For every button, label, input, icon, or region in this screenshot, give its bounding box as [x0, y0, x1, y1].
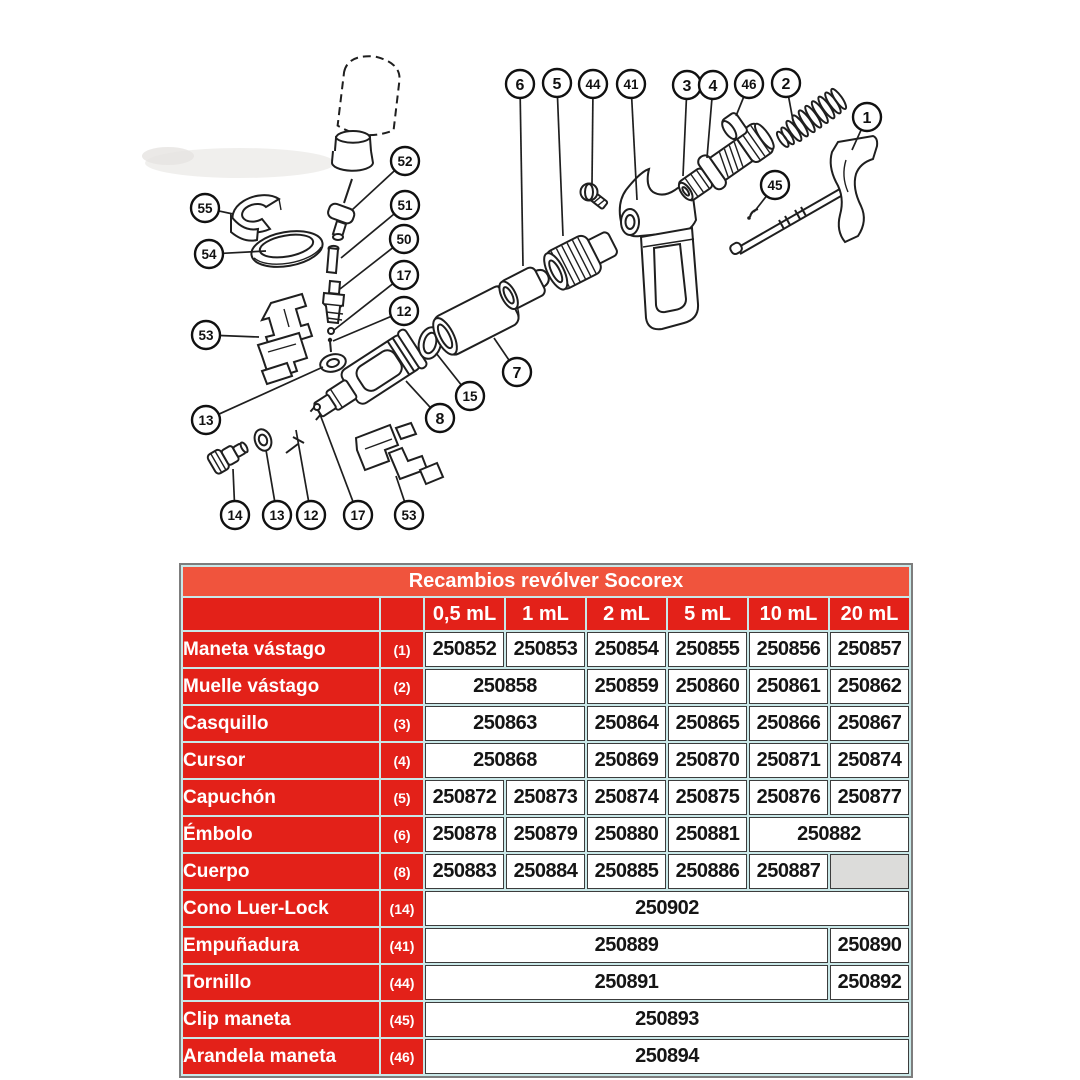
callout-number-3: 3 — [682, 77, 692, 95]
leader-line-53 — [220, 336, 259, 338]
bottle-neck — [332, 131, 373, 171]
part-row — [183, 780, 909, 815]
value-cell: 250902 — [425, 891, 909, 926]
washer-lower-13 — [252, 427, 275, 453]
bracket-upper-53 — [258, 294, 312, 384]
leader-line-50 — [340, 248, 393, 289]
callout-number-7: 7 — [512, 364, 522, 382]
callout-number-5: 5 — [552, 75, 562, 93]
part-ref: (2) — [381, 669, 423, 704]
value-cell: 250858 — [425, 669, 585, 704]
leader-line-4 — [707, 99, 712, 158]
value-cell: 250861 — [749, 669, 828, 704]
size-header-row — [183, 598, 909, 630]
value-cell: 250876 — [749, 780, 828, 815]
part-ref: (4) — [381, 743, 423, 778]
value-cell: 250886 — [668, 854, 747, 889]
value-cell: 250866 — [749, 706, 828, 741]
leader-line-14 — [233, 469, 234, 501]
value-cell: 250885 — [587, 854, 666, 889]
value-cell: 250891 — [425, 965, 828, 1000]
value-cell: 250874 — [830, 743, 909, 778]
leader-line-17 — [318, 409, 353, 502]
screw-44 — [581, 184, 608, 210]
parts-table — [179, 563, 913, 1078]
callout-number-44: 44 — [585, 76, 601, 92]
luer-cone-14 — [206, 436, 251, 475]
value-cell: 250873 — [506, 780, 585, 815]
callout-number-17: 17 — [396, 267, 412, 283]
part-name: Casquillo — [183, 706, 379, 741]
header-empty-ref — [381, 598, 423, 630]
part-row — [183, 1002, 909, 1037]
leader-line-5 — [558, 97, 564, 236]
header-size-5mL: 5 mL — [668, 598, 747, 630]
part-ref: (5) — [381, 780, 423, 815]
callout-number-14: 14 — [227, 507, 243, 523]
leader-line-52 — [352, 171, 395, 211]
value-cell: 250864 — [587, 706, 666, 741]
part-name: Tornillo — [183, 965, 379, 1000]
part-name: Maneta vástago — [183, 632, 379, 667]
part-ref: (46) — [381, 1039, 423, 1074]
part-ref: (3) — [381, 706, 423, 741]
table-title: Recambios revólver Socorex — [183, 567, 909, 596]
value-cell: 250868 — [425, 743, 585, 778]
value-cell: 250879 — [506, 817, 585, 852]
value-cell: 250854 — [587, 632, 666, 667]
value-cell: 250887 — [749, 854, 828, 889]
callout-number-52: 52 — [397, 153, 413, 169]
callout-number-8: 8 — [435, 410, 445, 428]
ball-upper — [328, 328, 334, 334]
callout-number-6: 6 — [515, 76, 525, 94]
callout-number-45: 45 — [767, 177, 783, 193]
callout-number-55: 55 — [197, 200, 213, 216]
header-size-2mL: 2 mL — [587, 598, 666, 630]
callout-number-12: 12 — [303, 507, 319, 523]
part-ref: (45) — [381, 1002, 423, 1037]
value-cell: 250871 — [749, 743, 828, 778]
part-name: Cuerpo — [183, 854, 379, 889]
leader-line-46 — [736, 97, 744, 116]
part-name: Arandela maneta — [183, 1039, 379, 1074]
part-row — [183, 669, 909, 704]
part-name: Empuñadura — [183, 928, 379, 963]
callout-number-41: 41 — [623, 76, 639, 92]
part-row — [183, 817, 909, 852]
bracket-lower-53 — [356, 423, 443, 484]
value-cell: 250882 — [749, 817, 909, 852]
part-name: Capuchón — [183, 780, 379, 815]
value-cell: 250889 — [425, 928, 828, 963]
bottle-outline — [335, 52, 405, 139]
value-cell: 250860 — [668, 669, 747, 704]
value-cell: 250852 — [425, 632, 504, 667]
value-cell: 250881 — [668, 817, 747, 852]
scan-smudge — [142, 147, 335, 178]
part-ref: (1) — [381, 632, 423, 667]
part-row — [183, 706, 909, 741]
value-cell: 250855 — [668, 632, 747, 667]
header-size-20mL: 20 mL — [830, 598, 909, 630]
callout-number-13: 13 — [198, 412, 214, 428]
header-empty-name — [183, 598, 379, 630]
pin-upper — [328, 338, 332, 352]
part-row — [183, 928, 909, 963]
clip-45 — [747, 209, 758, 220]
part-row — [183, 965, 909, 1000]
callout-number-53: 53 — [401, 507, 417, 523]
leader-line-15 — [436, 353, 461, 385]
part-row — [183, 1039, 909, 1074]
part-name: Cursor — [183, 743, 379, 778]
callout-number-1: 1 — [862, 109, 872, 127]
part-name: Cono Luer-Lock — [183, 891, 379, 926]
part-ref: (41) — [381, 928, 423, 963]
leader-line-17 — [334, 284, 393, 330]
value-cell: 250894 — [425, 1039, 909, 1074]
knurled-nut-5 — [539, 224, 622, 294]
leader-line-8 — [406, 381, 431, 408]
leader-line-13 — [266, 450, 275, 501]
value-cell: 250893 — [425, 1002, 909, 1037]
valve-tube — [327, 246, 339, 273]
part-name: Muelle vástago — [183, 669, 379, 704]
part-ref: (14) — [381, 891, 423, 926]
value-cell: 250877 — [830, 780, 909, 815]
callout-number-15: 15 — [462, 388, 478, 404]
callout-number-54: 54 — [201, 246, 217, 262]
part-row — [183, 854, 909, 889]
value-cell: 250862 — [830, 669, 909, 704]
value-cell: 250875 — [668, 780, 747, 815]
callout-number-13: 13 — [269, 507, 285, 523]
header-size-1mL: 1 mL — [506, 598, 585, 630]
value-cell: 250890 — [830, 928, 909, 963]
valve-needle — [326, 179, 356, 240]
part-ref: (44) — [381, 965, 423, 1000]
leader-line-6 — [520, 98, 523, 266]
value-cell: 250859 — [587, 669, 666, 704]
value-cell: 250870 — [668, 743, 747, 778]
value-cell: 250880 — [587, 817, 666, 852]
leader-line-44 — [592, 98, 593, 184]
value-cell: 250869 — [587, 743, 666, 778]
value-cell: 250867 — [830, 706, 909, 741]
part-ref: (6) — [381, 817, 423, 852]
value-cell: 250884 — [506, 854, 585, 889]
value-cell: 250863 — [425, 706, 585, 741]
pin-lower-12 — [286, 437, 304, 453]
part-name: Émbolo — [183, 817, 379, 852]
leader-line-3 — [683, 99, 686, 176]
leader-line-55 — [219, 211, 233, 214]
callout-number-51: 51 — [397, 197, 413, 213]
header-size-10mL: 10 mL — [749, 598, 828, 630]
value-cell: 250857 — [830, 632, 909, 667]
leader-line-7 — [494, 338, 509, 360]
part-name: Clip maneta — [183, 1002, 379, 1037]
value-cell-empty — [830, 854, 909, 889]
value-cell: 250865 — [668, 706, 747, 741]
ball-lower-17 — [314, 404, 320, 410]
value-cell: 250878 — [425, 817, 504, 852]
callout-number-2: 2 — [781, 75, 791, 93]
part-ref: (8) — [381, 854, 423, 889]
value-cell: 250892 — [830, 965, 909, 1000]
callout-number-17: 17 — [350, 507, 366, 523]
callout-number-12: 12 — [396, 303, 412, 319]
callout-number-4: 4 — [708, 77, 718, 95]
value-cell: 250853 — [506, 632, 585, 667]
leader-line-45 — [754, 196, 766, 212]
value-cell: 250872 — [425, 780, 504, 815]
callout-number-53: 53 — [198, 327, 214, 343]
value-cell: 250883 — [425, 854, 504, 889]
part-row — [183, 743, 909, 778]
leader-line-12 — [296, 430, 309, 501]
value-cell: 250856 — [749, 632, 828, 667]
value-cell: 250874 — [587, 780, 666, 815]
callout-number-50: 50 — [396, 231, 412, 247]
body-assembly — [300, 328, 428, 432]
callout-number-46: 46 — [741, 76, 757, 92]
part-row — [183, 891, 909, 926]
header-size-05mL: 0,5 mL — [425, 598, 504, 630]
part-row — [183, 632, 909, 667]
